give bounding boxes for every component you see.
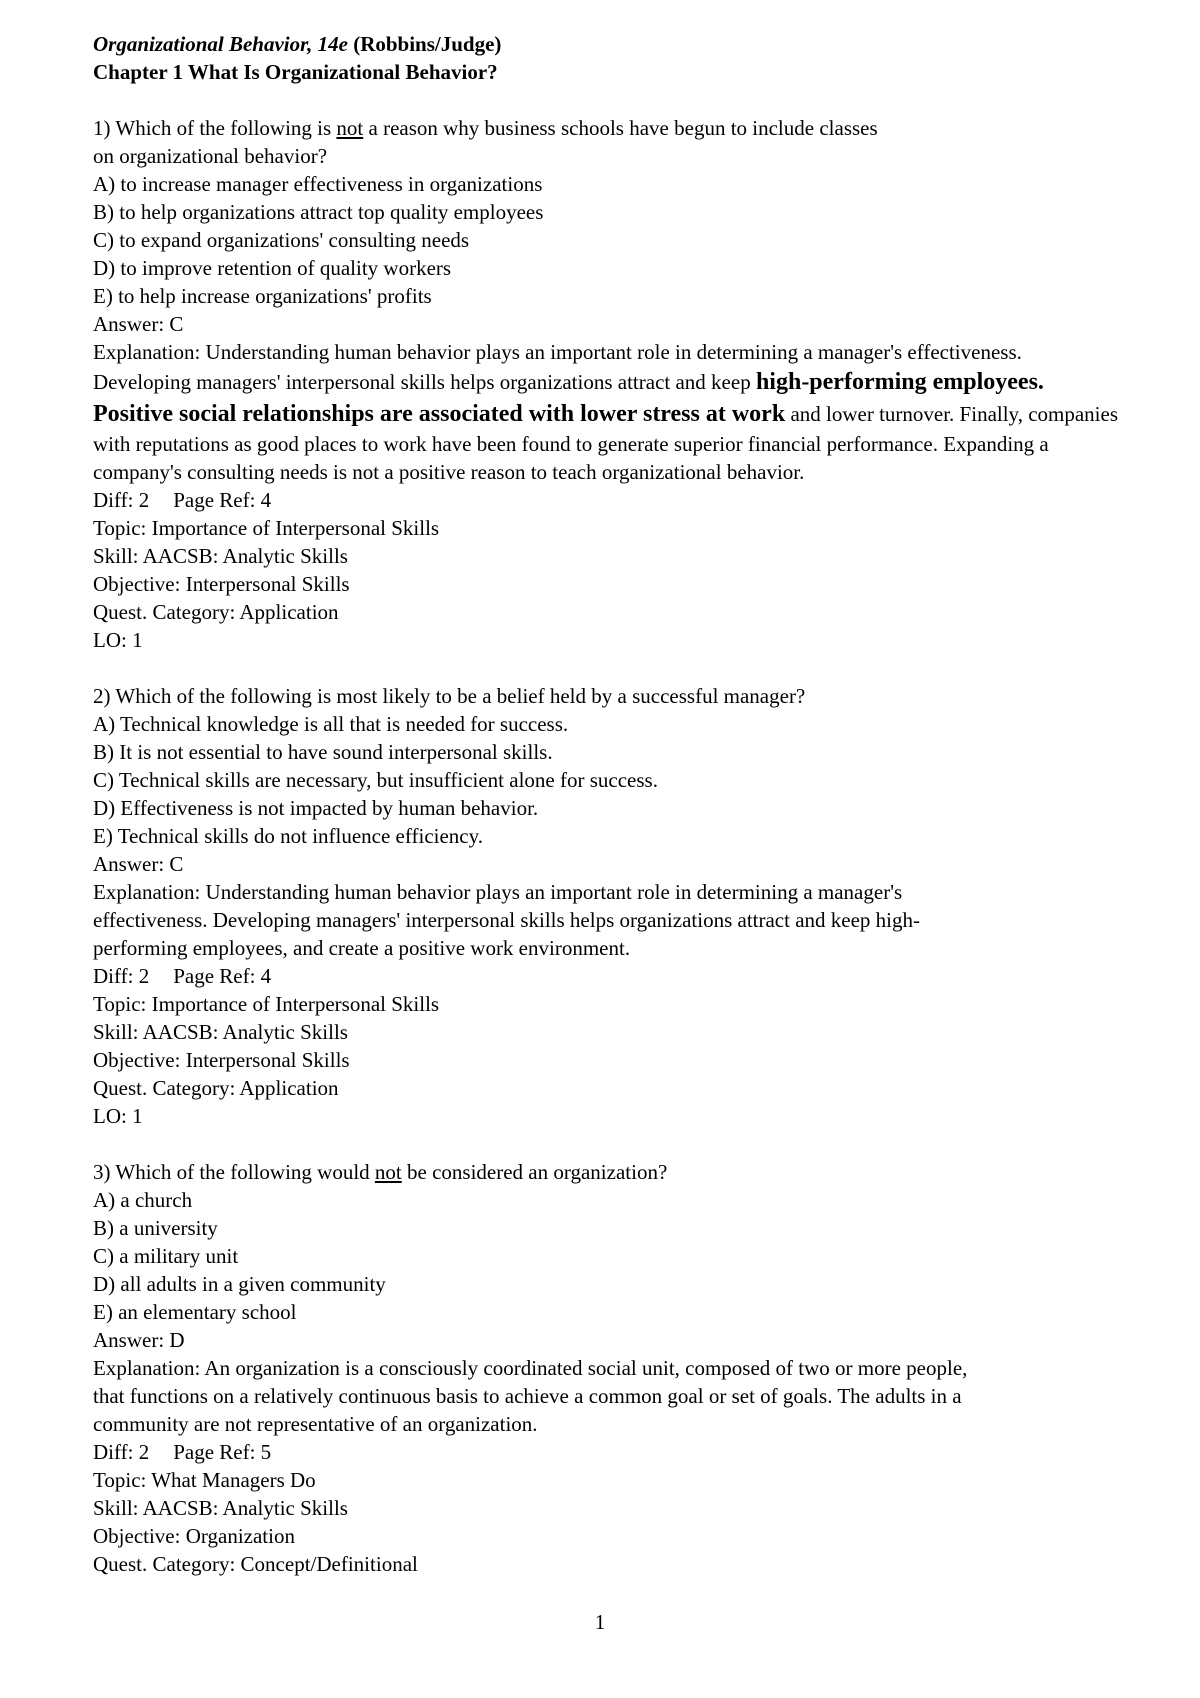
skill: Skill: AACSB: Analytic Skills xyxy=(93,1496,348,1520)
topic: Topic: Importance of Interpersonal Skills xyxy=(93,992,440,1016)
chapter-title: Chapter 1 What Is Organizational Behavior? xyxy=(93,60,498,84)
question-number: 2) xyxy=(93,684,111,708)
option-d: D) Effectiveness is not impacted by human behavior. xyxy=(93,796,539,820)
underlined-word: not xyxy=(374,1160,402,1184)
page-number: 1 xyxy=(594,1610,606,1634)
option-c: C) to expand organizations' consulting needs xyxy=(93,228,470,252)
learning-objective: LO: 1 xyxy=(93,628,143,652)
skill: Skill: AACSB: Analytic Skills xyxy=(93,1020,348,1044)
option-d: D) all adults in a given community xyxy=(93,1272,386,1296)
option-d: D) to improve retention of quality workers xyxy=(93,256,452,280)
question-stem-continued: on organizational behavior? xyxy=(93,144,328,168)
objective: Objective: Organization xyxy=(93,1524,295,1548)
question-1 xyxy=(93,114,1123,654)
question-3 xyxy=(93,1158,1123,1578)
option-c: C) Technical skills are necessary, but insufficient alone for success. xyxy=(93,768,658,792)
option-c: C) a military unit xyxy=(93,1244,239,1268)
option-a: A) a church xyxy=(93,1188,193,1212)
learning-objective: LO: 1 xyxy=(93,1104,143,1128)
explanation-line-2: effectiveness. Developing managers' interpersonal skills helps organizations attract and keep high- xyxy=(93,908,920,932)
explanation-line-3: performing employees, and create a positive work environment. xyxy=(93,936,631,960)
explanation-line-1: Explanation: An organization is a consciously coordinated social unit, composed of two or more people, xyxy=(93,1356,968,1380)
question-number: 3) xyxy=(93,1160,111,1184)
topic: Topic: What Managers Do xyxy=(93,1468,316,1492)
difficulty-and-page-ref: Diff: 2 Page Ref: 4 xyxy=(93,964,272,988)
answer: Answer: D xyxy=(93,1328,185,1352)
option-e: E) Technical skills do not influence efficiency. xyxy=(93,824,484,848)
question-stem: 3) Which of the following would not be considered an organization? xyxy=(93,1160,668,1184)
explanation-emphasis: high-performing employees. Positive social relationships are associated with lower stress at work xyxy=(93,369,1044,427)
question-stem: 1) Which of the following is not a reason why business schools have begun to include classes xyxy=(93,116,878,140)
option-b: B) It is not essential to have sound interpersonal skills. xyxy=(93,740,553,764)
explanation-line-1: Explanation: Understanding human behavior plays an important role in determining a manager's xyxy=(93,880,903,904)
explanation-line-3: community are not representative of an organization. xyxy=(93,1412,538,1436)
question-number: 1) xyxy=(93,116,111,140)
underlined-word: not xyxy=(336,116,364,140)
explanation-line-2: that functions on a relatively continuous basis to achieve a common goal or set of goals. The adults in a xyxy=(93,1384,962,1408)
answer: Answer: C xyxy=(93,312,184,336)
question-category: Quest. Category: Application xyxy=(93,600,339,624)
option-e: E) an elementary school xyxy=(93,1300,297,1324)
option-a: A) Technical knowledge is all that is needed for success. xyxy=(93,712,569,736)
question-category: Quest. Category: Concept/Definitional xyxy=(93,1552,418,1576)
answer: Answer: C xyxy=(93,852,184,876)
explanation: Explanation: Understanding human behavior plays an important role in determining a manager's effectiveness. Developing managers' interpersonal skills helps organizations attract and keep high-performing employees. Positive social relationships are associated with lower stress at work and lower turnover. Finally, companies with reputations as good places to work have been found to generate superior financial performance. Expanding a company's consulting needs is not a positive reason to teach organizational behavior. xyxy=(93,340,1118,484)
book-authors: (Robbins/Judge) xyxy=(353,32,502,56)
option-b: B) a university xyxy=(93,1216,218,1240)
option-a: A) to increase manager effectiveness in organizations xyxy=(93,172,543,196)
question-stem: 2) Which of the following is most likely to be a belief held by a successful manager? xyxy=(93,684,806,708)
option-e: E) to help increase organizations' profits xyxy=(93,284,432,308)
topic: Topic: Importance of Interpersonal Skills xyxy=(93,516,440,540)
document-page xyxy=(93,30,1123,1578)
objective: Objective: Interpersonal Skills xyxy=(93,1048,350,1072)
question-category: Quest. Category: Application xyxy=(93,1076,339,1100)
document-header xyxy=(93,30,1123,58)
difficulty-and-page-ref: Diff: 2 Page Ref: 5 xyxy=(93,1440,272,1464)
objective: Objective: Interpersonal Skills xyxy=(93,572,350,596)
option-b: B) to help organizations attract top quality employees xyxy=(93,200,544,224)
difficulty-and-page-ref: Diff: 2 Page Ref: 4 xyxy=(93,488,272,512)
book-title: Organizational Behavior, 14e xyxy=(93,32,348,56)
skill: Skill: AACSB: Analytic Skills xyxy=(93,544,348,568)
question-2 xyxy=(93,682,1123,1130)
